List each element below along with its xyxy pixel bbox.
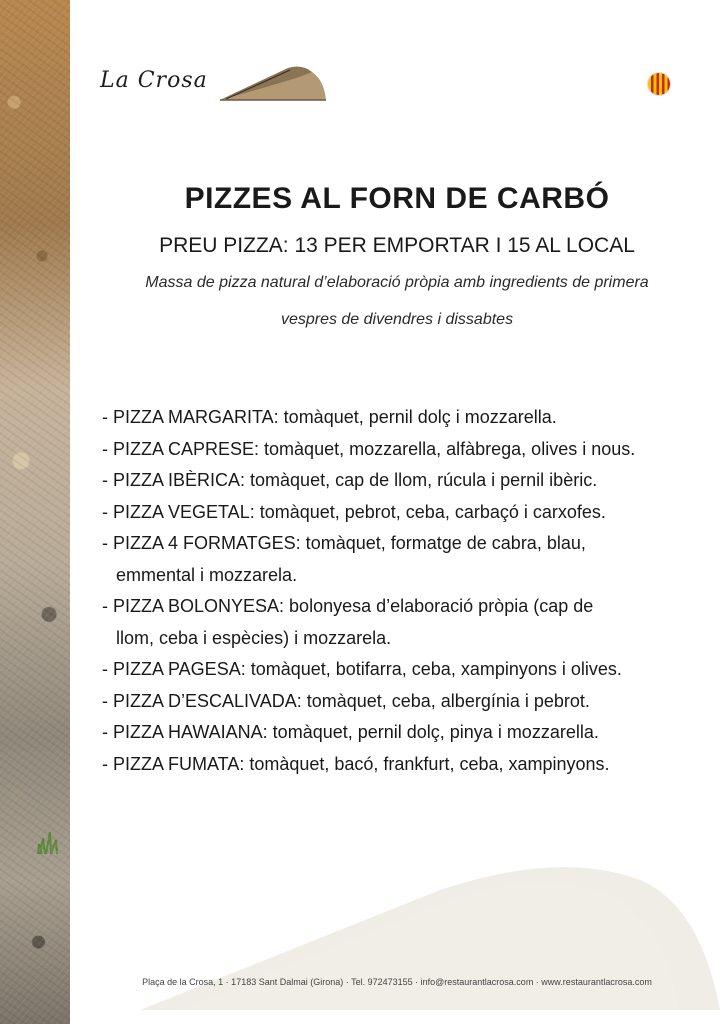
brand-logo	[100, 62, 330, 106]
menu-item-line: - PIZZA IBÈRICA: tomàquet, cap de llom, rúcula i pernil ibèric.	[102, 470, 598, 490]
pizza-menu-list	[102, 402, 712, 780]
menu-item-line: - PIZZA PAGESA: tomàquet, botifarra, ceba, xampinyons i olives.	[102, 659, 622, 679]
description-line-2: vespres de divendres i dissabtes	[280, 311, 514, 328]
mountain-watermark	[140, 860, 720, 1010]
menu-item-line: - PIZZA HAWAIANA: tomàquet, pernil dolç, pinya i mozzarella.	[102, 722, 599, 742]
menu-item	[102, 749, 712, 781]
menu-item	[102, 654, 712, 686]
menu-item	[102, 497, 712, 529]
mountain-logo-icon	[218, 62, 330, 106]
menu-item	[102, 717, 712, 749]
catalan-flag-icon[interactable]	[648, 73, 670, 95]
description-line-1: Massa de pizza natural d’elaboració pròpia amb ingredients de primera	[145, 274, 649, 291]
menu-item	[102, 686, 712, 718]
menu-item	[102, 434, 712, 466]
price-subtitle: PREU PIZZA: 13 PER EMPORTAR I 15 AL LOCAL	[159, 234, 635, 257]
menu-item-continuation: emmental i mozzarela.	[116, 564, 298, 585]
menu-item-line: - PIZZA CAPRESE: tomàquet, mozzarella, alfàbrega, olives i nous.	[102, 438, 636, 459]
logo-text: La Crosa	[100, 68, 208, 93]
side-rock-texture	[0, 0, 70, 1024]
menu-item	[102, 402, 712, 434]
menu-item-line: - PIZZA D’ESCALIVADA: tomàquet, ceba, albergínia i pebrot.	[102, 690, 590, 711]
menu-item-line: - PIZZA VEGETAL: tomàquet, pebrot, ceba, carbaçó i carxofes.	[102, 501, 606, 522]
menu-item-line: - PIZZA FUMATA: tomàquet, bacó, frankfurt, ceba, xampinyons.	[102, 753, 610, 774]
menu-item-line: - PIZZA MARGARITA: tomàquet, pernil dolç i mozzarella.	[102, 407, 557, 427]
menu-item	[102, 465, 712, 497]
grass-tuft-decoration	[36, 828, 62, 854]
page-title: PIZZES AL FORN DE CARBÓ	[184, 182, 610, 215]
contact-footer: Plaça de la Crosa, 1 · 17183 Sant Dalmai (Girona) · Tel. 972473155 · info@restaurantlacrosa.com · www.restaurantlacrosa.com	[142, 977, 652, 987]
menu-item-continuation: llom, ceba i espècies) i mozzarela.	[116, 627, 392, 648]
menu-item-line: - PIZZA 4 FORMATGES: tomàquet, formatge de cabra, blau,	[102, 533, 586, 553]
menu-item	[102, 591, 712, 654]
menu-item-line: - PIZZA BOLONYESA: bolonyesa d’elaboració pròpia (cap de	[102, 596, 594, 616]
menu-item	[102, 528, 712, 591]
